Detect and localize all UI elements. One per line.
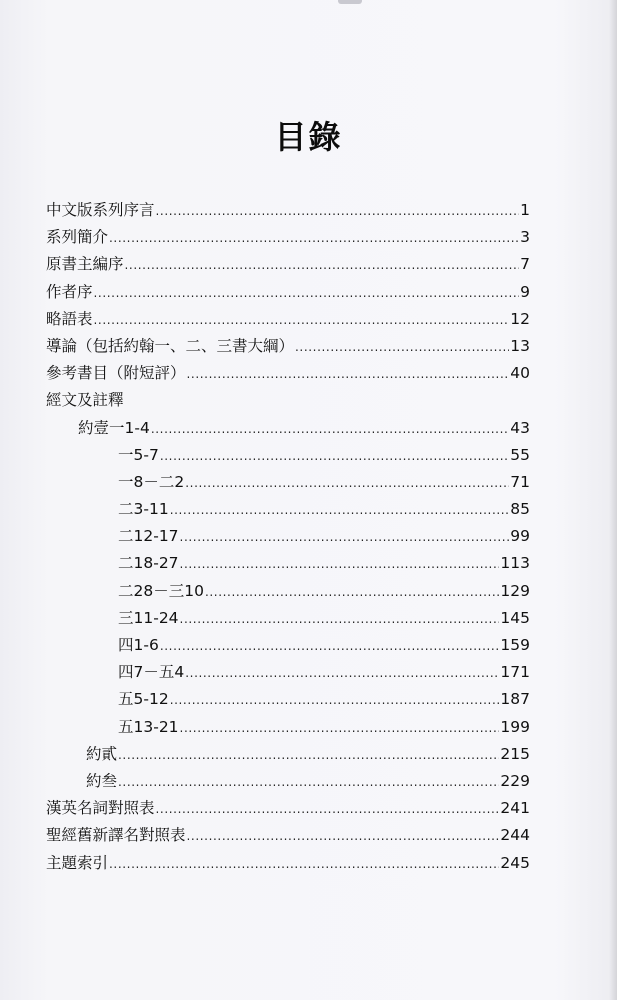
toc-entry-label: 一5-7 <box>118 445 159 464</box>
toc-leader-dots <box>109 851 499 878</box>
toc-entry-label: 略語表 <box>46 309 93 328</box>
toc-entry-page-number: 9 <box>520 282 530 301</box>
toc-leader-dots <box>180 524 510 551</box>
toc-entry <box>46 795 530 822</box>
toc-entry-page-number: 3 <box>520 228 530 247</box>
toc-entry <box>46 578 530 605</box>
toc-entry-page-number: 241 <box>500 799 530 818</box>
toc-entry <box>46 415 530 442</box>
toc-entry <box>46 550 530 577</box>
toc-entry-page-number: 55 <box>510 445 530 464</box>
toc-entry-label: 導論（包括約翰一、二、三書大綱） <box>46 336 295 355</box>
toc-entry <box>46 387 530 414</box>
toc-entry-page-number: 159 <box>500 636 530 654</box>
toc-entry-label: 聖經舊新譯名對照表 <box>46 826 186 845</box>
toc-entry <box>46 659 530 686</box>
toc-entry-page-number: 244 <box>500 826 530 845</box>
toc-leader-dots <box>118 769 499 796</box>
toc-entry-label: 主題索引 <box>46 853 109 872</box>
toc-entry <box>46 632 530 659</box>
toc-entry-label: 二12-17 <box>118 527 179 546</box>
toc-leader-dots <box>187 823 500 850</box>
toc-entry <box>46 333 530 360</box>
toc-entry-label: 約叁 <box>86 771 118 790</box>
toc-leader-dots <box>109 225 519 252</box>
toc-leader-dots <box>160 443 509 470</box>
toc-leader-dots <box>185 660 499 687</box>
toc-entry <box>46 686 530 713</box>
toc-entry <box>46 741 530 768</box>
toc-entry-label: 二3-11 <box>118 500 169 519</box>
toc-entry-page-number: 145 <box>500 608 530 627</box>
toc-leader-dots <box>295 334 509 361</box>
toc-entry-page-number: 171 <box>500 663 530 682</box>
toc-entry-page-number: 229 <box>500 771 530 790</box>
toc-entry-label: 五5-12 <box>118 690 169 709</box>
page-top-mark <box>338 0 362 4</box>
toc-entry-label: 四1-6 <box>118 636 159 654</box>
toc-entry-label: 二18-27 <box>118 554 179 573</box>
toc-entry <box>46 496 530 523</box>
toc-entry-label: 四7－五4 <box>118 663 185 682</box>
toc-entry-label: 一8－二2 <box>118 472 185 491</box>
toc-entry-label: 約貳 <box>86 744 118 763</box>
toc-entry <box>46 279 530 306</box>
toc-entry-page-number: 12 <box>510 309 530 328</box>
toc-leader-dots <box>205 579 499 606</box>
toc-entry-page-number: 199 <box>500 717 530 736</box>
toc-leader-dots <box>125 252 520 279</box>
toc-entry-label: 系列簡介 <box>46 228 109 247</box>
table-of-contents <box>46 197 530 877</box>
toc-entry-page-number: 85 <box>510 500 530 519</box>
toc-entry <box>46 442 530 469</box>
toc-entry <box>46 469 530 496</box>
toc-entry-page-number: 187 <box>500 690 530 709</box>
toc-entry-page-number: 245 <box>500 853 530 872</box>
toc-entry-page-number: 71 <box>510 472 530 491</box>
toc-leader-dots <box>180 551 500 578</box>
toc-entry <box>46 822 530 849</box>
toc-entry <box>46 850 530 877</box>
toc-leader-dots <box>170 497 510 524</box>
toc-entry <box>46 605 530 632</box>
toc-entry-label: 漢英名詞對照表 <box>46 799 155 818</box>
toc-leader-dots <box>180 606 500 633</box>
toc-leader-dots <box>94 280 520 307</box>
toc-entry <box>46 714 530 741</box>
toc-entry <box>46 360 530 387</box>
toc-entry-label: 五13-21 <box>118 717 179 736</box>
toc-entry <box>46 768 530 795</box>
toc-entry <box>46 251 530 278</box>
toc-entry-page-number: 215 <box>500 744 530 763</box>
toc-leader-dots <box>94 307 510 334</box>
toc-leader-dots <box>151 416 509 443</box>
toc-entry-label: 約壹一1-4 <box>78 418 150 437</box>
toc-entry <box>46 224 530 251</box>
toc-entry <box>46 306 530 333</box>
toc-entry-page-number: 43 <box>510 418 530 437</box>
toc-entry-page-number: 129 <box>500 581 530 600</box>
toc-leader-dots <box>160 633 500 660</box>
toc-entry-label: 三11-24 <box>118 608 179 627</box>
toc-leader-dots <box>185 470 509 497</box>
toc-leader-dots <box>156 796 500 823</box>
toc-leader-dots <box>170 687 500 714</box>
toc-entry-label: 經文及註釋 <box>46 391 124 410</box>
toc-entry-label: 參考書目（附短評） <box>46 364 186 383</box>
toc-entry-page-number: 40 <box>510 364 530 383</box>
toc-entry-label: 原書主編序 <box>46 255 124 274</box>
toc-entry-label: 作者序 <box>46 282 93 301</box>
toc-leader-dots <box>118 742 499 769</box>
toc-leader-dots <box>156 198 520 225</box>
toc-entry <box>46 523 530 550</box>
toc-entry-page-number: 99 <box>510 527 530 546</box>
toc-leader-dots <box>180 715 500 742</box>
toc-leader-dots <box>187 361 510 388</box>
toc-entry-label: 二28－三10 <box>118 581 204 600</box>
toc-entry-page-number: 1 <box>520 201 530 219</box>
page-title: 目錄 <box>274 118 343 156</box>
toc-entry-page-number: 113 <box>500 554 530 573</box>
toc-entry <box>46 197 530 224</box>
toc-entry-page-number: 7 <box>520 255 530 274</box>
toc-entry-page-number: 13 <box>510 336 530 355</box>
toc-entry-label: 中文版系列序言 <box>46 201 155 219</box>
